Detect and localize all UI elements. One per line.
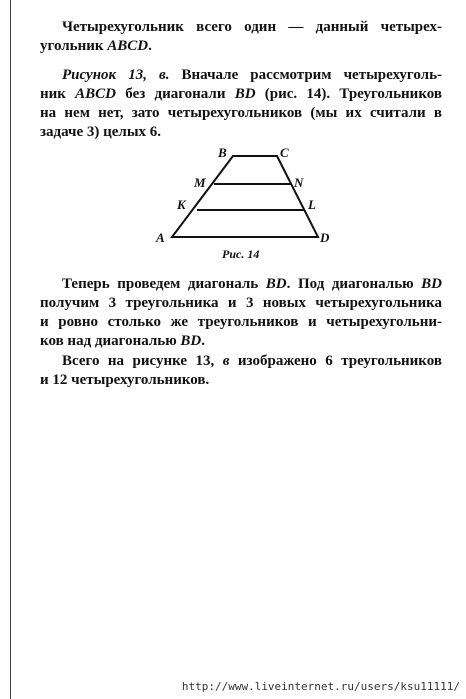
point-label-l: L bbox=[308, 197, 316, 212]
figure-caption: Рис. 14 bbox=[222, 247, 260, 261]
italic-term: ABCD bbox=[75, 86, 117, 102]
paragraph-line bbox=[40, 332, 442, 351]
paragraph-line bbox=[40, 37, 442, 56]
vertex-label-d: D bbox=[320, 230, 330, 245]
page-edge-line bbox=[10, 0, 11, 699]
paragraph-line bbox=[40, 66, 442, 85]
vertex-label-a: A bbox=[156, 230, 165, 245]
italic-term: в bbox=[222, 353, 230, 369]
paragraph-line: Четырехугольник всего один — данный четырех- bbox=[62, 19, 442, 35]
text-run: . bbox=[201, 333, 205, 349]
vertex-label-b: B bbox=[218, 145, 227, 160]
paragraph-total bbox=[40, 352, 442, 390]
paragraph-line bbox=[40, 275, 442, 294]
paragraph-line bbox=[40, 85, 442, 104]
italic-term: BD bbox=[180, 333, 202, 349]
text-run: ник bbox=[40, 86, 76, 102]
paragraph-figure-13v bbox=[40, 66, 442, 142]
paragraph-diagonal-bd bbox=[40, 275, 442, 351]
trapezoid-figure bbox=[150, 144, 340, 269]
text-run: . Под диагональю bbox=[286, 276, 422, 292]
paragraph-line: задаче 3) целых 6. bbox=[40, 124, 162, 140]
paragraph-line bbox=[40, 352, 442, 371]
vertex-label-c: C bbox=[280, 145, 289, 160]
text-run: Теперь проведем диагональ bbox=[62, 276, 266, 292]
text-run: ков над диагональю bbox=[40, 333, 181, 349]
paragraph-line: получим 3 треугольника и 3 новых четырехугольника bbox=[40, 295, 442, 311]
italic-term: BD bbox=[234, 86, 256, 102]
italic-term: BD bbox=[421, 276, 443, 292]
text-run: Вначале рассмотрим четырехуголь- bbox=[169, 67, 442, 83]
point-label-m: M bbox=[194, 175, 206, 190]
trapezoid-diagram bbox=[150, 144, 340, 269]
paragraph-line: на нем нет, зато четырехугольников (мы их считали в bbox=[40, 105, 442, 121]
figure-reference: Рисунок 13, в. bbox=[62, 67, 170, 83]
paragraph-line: и 12 четырехугольников. bbox=[40, 372, 210, 388]
text-run: угольник bbox=[40, 38, 108, 54]
point-label-k: K bbox=[177, 197, 186, 212]
point-label-n: N bbox=[294, 175, 304, 190]
italic-term: BD bbox=[265, 276, 287, 292]
trapezoid-outline bbox=[172, 156, 318, 237]
text-run: (рис. 14). Треугольников bbox=[255, 86, 442, 102]
source-url-watermark: http://www.liveinternet.ru/users/ksu11111/ bbox=[181, 680, 460, 693]
paragraph-line: и ровно столько же треугольников и четырехугольни- bbox=[40, 314, 442, 330]
italic-term: ABCD bbox=[107, 38, 149, 54]
text-run: без диагонали bbox=[116, 86, 235, 102]
text-run: изображено 6 треугольников bbox=[229, 353, 442, 369]
text-run: . bbox=[148, 38, 152, 54]
paragraph-one-quadrilateral bbox=[40, 18, 442, 56]
text-run: Всего на рисунке 13, bbox=[62, 353, 223, 369]
